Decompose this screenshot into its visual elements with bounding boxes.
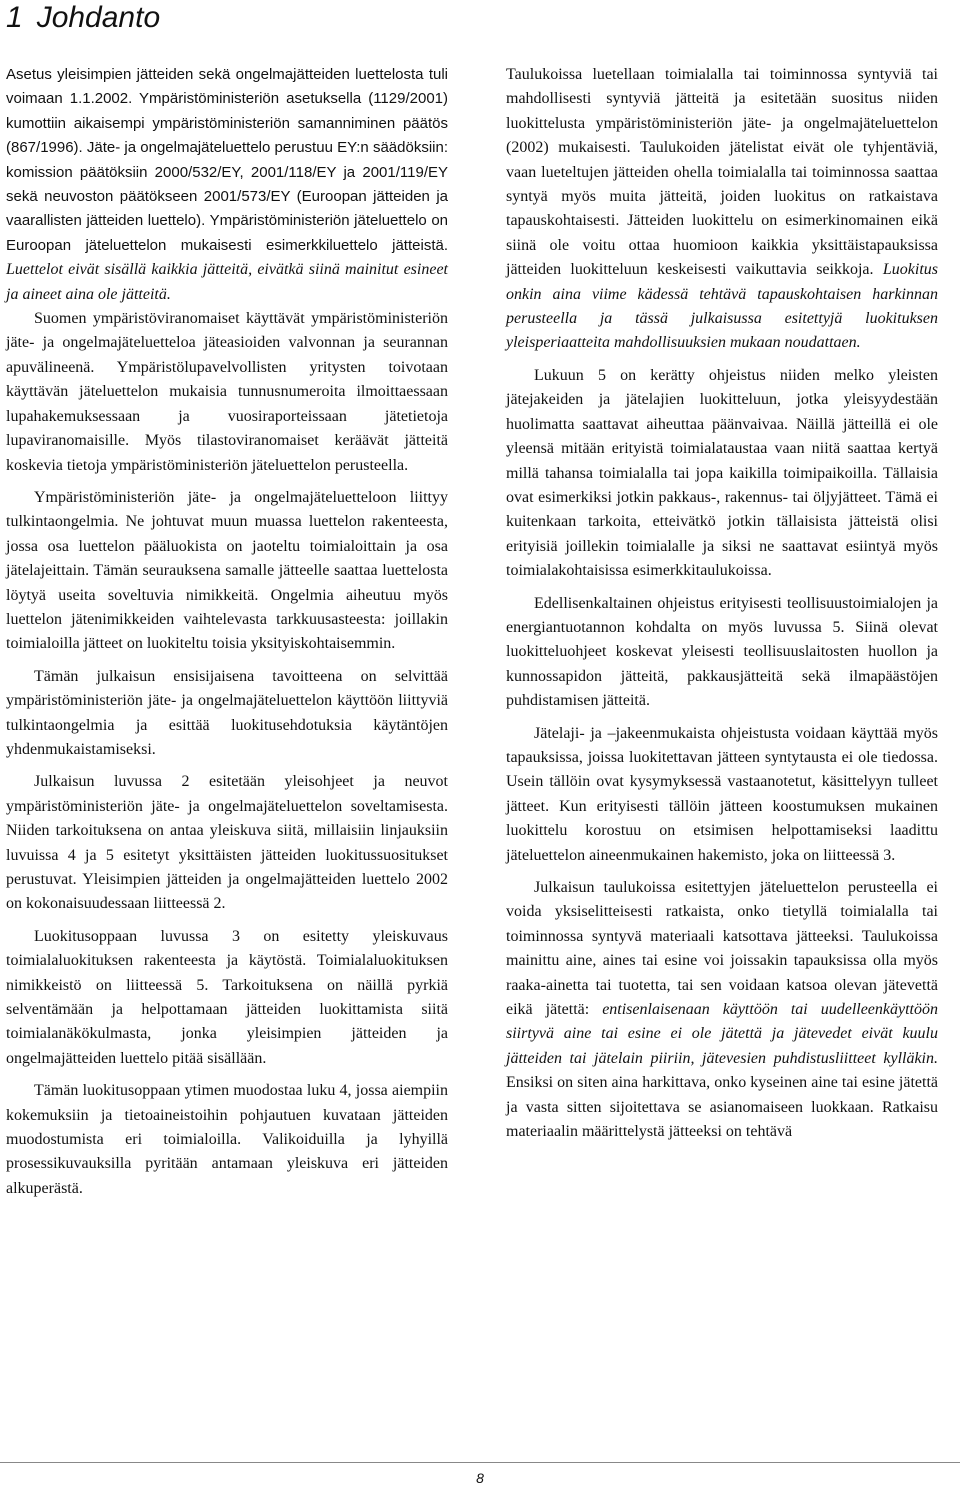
paragraph	[506, 722, 938, 868]
section-title: Johdanto	[36, 1, 161, 34]
paragraph-italic-text: Luokitus onkin aina viime kädessä tehtävä tapauskohtaisen harkinnan perusteella ja tässä julkaisussa esitettyjä luokituksen yleisperiaatteita mahdollisuuksien mukaan noudattaen.	[506, 261, 939, 352]
paragraph	[6, 665, 448, 763]
paragraph-text: Suomen ympäristöviranomaiset käyttävät ympäristöministeriön jäte- ja ongelmajäteluetteloa jäteasioiden valvonnan ja seurannan apuvälineenä. Ympäristölupavelvollisten yritysten toivotaan käyttävän jäteluettelon mukaisia tunnusnumeroita ilmoittaessaan lupahakemuksessaan ja vuosiraporteissaan jätetietoja lupaviranomaisille. Myös tilastoviranomaiset keräävät jätteitä koskevia tietoja ympäristöministeriön jäteluettelon perusteella.	[6, 310, 448, 474]
paragraph	[6, 770, 448, 916]
paragraph-italic-text: Luettelot eivät sisällä kaikkia jätteitä, eivätkä siinä mainitut esineet ja aineet aina ole jätteitä.	[6, 261, 448, 303]
paragraph-italic-text: entisenlaisenaan käyttöön tai uudelleenkäyttöön siirtyvä aine tai esine ei ole jätettä ja jätevedet eivät kuulu jätteiden tai jätelain piiriin, jätevesien puhdistusliitteet kylläkin.	[506, 1001, 938, 1067]
paragraph	[6, 486, 448, 657]
paragraph	[506, 876, 938, 1144]
paragraph-text: Luokitusoppaan luvussa 3 on esitetty yleiskuvaus toimialaluokituksen rakenteesta ja käytöstä. Toimialaluokituksen nimikkeistö on liitteessä 5. Tarkoituksena on näillä pyrkiä selventämään ja helpottamaan jätteiden luokittamista siitä toimialanäkökulmasta, jonka yleisimpien jätteiden ja ongelmajätteiden luettelo pitää sisällään.	[6, 927, 448, 1067]
paragraph	[506, 364, 938, 584]
paragraph	[506, 592, 938, 714]
paragraph-text: Edellisenkaltainen ohjeistus erityisesti teollisuustoimialojen ja energiantuotannon kohdalta on myös luvussa 5. Siinä olevat luokitteluohjeet koskevat yleisesti teollisuuslaitosten huollon ja kunnossapidon jätteitä, pakkausjätteitä sekä ilmapäästöjen puhdistamisen jätteitä.	[506, 594, 938, 710]
paragraph-text: Ensiksi on siten aina harkittava, onko kyseinen aine tai esine jätettä ja vasta sitten sijoitettava se asianomaiseen luokkaan. Ratkaisu materiaalin määrittelystä jätteeksi on tehtävä	[506, 1074, 938, 1141]
paragraph-text: Ympäristöministeriön jäte- ja ongelmajäteluetteloon liittyy tulkintaongelmia. Ne johtuvat muun muassa luettelon rakenteesta, jossa osa luettelon pääluokista on jaoteltu toimialoittain ja osa jätelajeittain. Tämän seurauksena samalle jätteelle saattaa luettelosta löytyä useita soveltuvia nimikkeitä. Ongelmia aiheutuu myös luettelon jätenimikkeiden vaihtelevasta tarkkuusasteesta: joillakin toimialoilla jätteet on luokiteltu toisia yksityiskohtaisemmin.	[6, 488, 448, 653]
paragraph	[6, 1079, 448, 1201]
paragraph	[6, 925, 448, 1071]
section-heading	[6, 0, 160, 36]
paragraph-text: Taulukoissa luetellaan toimialalla tai toiminnossa syntyviä tai mahdollisesti syntyviä jätteitä ja esitetään suositus niiden luokittelusta ympäristöministeriön jäte- ja ongelmajäteluettelon (2002) mukaisesti. Taulukoiden jätelistat eivät ole tyhjentäviä, vaan lueteltujen jätteiden ohella toimialalla tai toiminnossa saattaa syntyä myös muita jätteitä, joiden luokitus on ratkaistava tapauskohtaisesti. Jätteiden luokittelu on esimerkinomainen eikä siinä ole voitu ottaa huomioon kaikkia yksittäistapauksissa jätteiden luokitteluun keskeisesti vaikuttavia seikkoja.	[506, 66, 938, 279]
paragraph-text: Julkaisun taulukoissa esitettyjen jäteluettelon perusteella ei voida yksiselitteisesti ratkaista, onko tietyllä toimialalla tai toiminnossa syntyvä materiaali katsottava jätteeksi. Taulukoissa mainittu aine, aines tai esine voi joissakin tapauksissa olla myös raaka-ainetta tai tuotetta, tai sen voidaan katsoa olevan jätevettä eikä jätettä:	[506, 879, 938, 1019]
right-column	[506, 63, 938, 1144]
paragraph	[506, 63, 938, 356]
paragraph-text: Tämän luokitusoppaan ytimen muodostaa luku 4, jossa aiempiin kokemuksiin ja tietoaineistoihin pohjautuen kuvataan jätteiden muodostumista eri toimialoilla. Valikoiduilla ja lyhyillä prosessikuvauksilla pyritään antamaan yleiskuva eri jätteiden alkuperästä.	[6, 1082, 448, 1197]
page-number: 8	[476, 1470, 484, 1486]
left-column	[6, 63, 448, 1201]
paragraph	[6, 63, 448, 307]
footer-rule	[0, 1462, 960, 1463]
paragraph-text: Jätelaji- ja –jakeenmukaista ohjeistusta voidaan käyttää myös tapauksissa, joissa luokitettavan jätteen syntytausta ei ole tiedossa. Usein tällöin ovat kysymyksessä vastaanotetut, käsittelyyn tulleet jätteet. Kun erityisesti tällöin jätteen koostumuksen mukainen luokittelu korostuu on etsimisen helpottamiseksi laadittu jäteluettelon aineenmukainen hakemisto, joka on liitteessä 3.	[506, 724, 938, 864]
paragraph-text: Julkaisun luvussa 2 esitetään yleisohjeet ja neuvot ympäristöministeriön jäte- ja ongelmajäteluettelon soveltamisesta. Niiden tarkoituksena on antaa yleiskuva siitä, millaisiin linjauksiin luvuissa 4 ja 5 esitetyt yksittäisten jätteiden luokitussuositukset perustuvat. Yleisimpien jätteiden ja ongelmajätteiden luettelo 2002 on kokonaisuudessaan liitteessä 2.	[6, 773, 448, 913]
paragraph-text: Asetus yleisimpien jätteiden sekä ongelmajätteiden luettelosta tuli voimaan 1.1.2002. Ympäristöministeriön asetuksella (1129/2001) kumottiin aikaisempi ympäristöministeriön samanniminen päätös (867/1996). Jäte- ja ongelmajäteluettelo perustuu EY:n säädöksiin: komission päätöksiin 2000/532/EY, 2001/118/EY ja 2001/119/EY sekä neuvoston päätökseen 2001/573/EY (Euroopan jätteiden ja vaarallisten jätteiden luettelo). Ympäristöministeriön jäteluettelo on Euroopan jäteluettelon mukaisesti esimerkkiluettelo jätteistä.	[6, 66, 448, 254]
paragraph-text: Tämän julkaisun ensisijaisena tavoitteena on selvittää ympäristöministeriön jäte- ja ongelmajäteluettelon käyttöön liittyviä tulkintaongelmia ja esittää luokitusehdotuksia käytäntöjen yhdenmukaistamiseksi.	[6, 667, 448, 758]
paragraph	[6, 307, 448, 478]
section-number: 1	[6, 1, 23, 34]
paragraph-text: Lukuun 5 on kerätty ohjeistus niiden melko yleisten jätejakeiden ja jätelajien luokitteluun, jotka yleisyydestään huolimatta saattavat aiheuttaa päänvaivaa. Näillä jätteillä ei ole yleensä mitään erityistä toimialataustaa vaan niitä saattaa kertyä millä tahansa toimialalla tai jopa kaikilla toimipaikoilla. Tällaisia ovat esimerkiksi jotkin pakkaus-, rakennus- tai öljyjätteet. Tämä ei kuitenkaan tarkoita, etteivätkö jotkin tällaisista jätteistä olisi erityisiä joillekin toimialalle ja siksi ne saattavat esiintyä myös toimialakohtaisissa esimerkkitaulukoissa.	[506, 366, 938, 580]
